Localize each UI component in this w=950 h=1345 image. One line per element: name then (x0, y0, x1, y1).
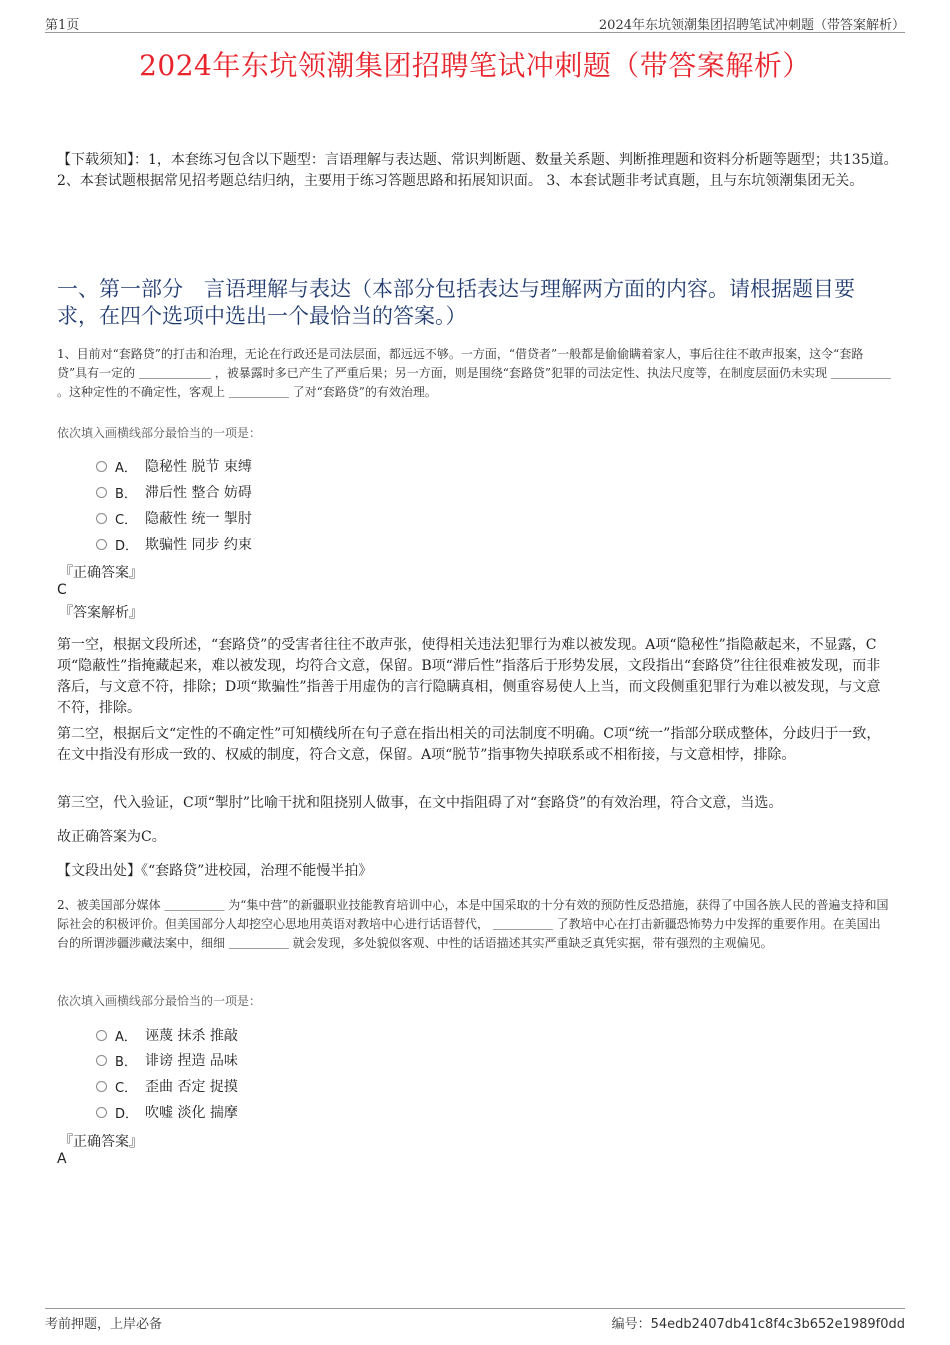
option-text: 诽谤 捏造 品味 (145, 1053, 238, 1069)
question-2-option-a[interactable] (96, 1025, 238, 1045)
page-number: 第1页 (45, 18, 80, 33)
question-1-prompt: 依次填入画横线部分最恰当的一项是： (57, 426, 262, 440)
analysis-paragraph-2: 第二空，根据后文“定性的不确定性”可知横线所在句子意在指出相关的司法制度不明确。C项“统一”指部分联成整体，分歧归于一致，在文中指没有形成一致的、权威的制度，符合文意，保留。A项“脱节”指事物失掉联系或不相衔接，与文意相悖，排除。 (57, 726, 881, 763)
option-letter: A． (115, 1029, 137, 1045)
radio-icon[interactable] (96, 1030, 107, 1041)
footer-code-label: 编号： (611, 1317, 651, 1332)
question-2-prompt: 依次填入画横线部分最恰当的一项是： (57, 994, 262, 1008)
question-1-answer: C (57, 582, 67, 598)
option-letter: C． (115, 1080, 138, 1096)
footer-divider (45, 1308, 905, 1309)
footer-code-value: 54edb2407db41c8f4c3b652e1989f0dd (650, 1317, 905, 1332)
option-text: 诬蔑 抹杀 推敲 (145, 1028, 238, 1044)
correct-answer-label: 『正确答案』 (59, 1134, 143, 1150)
question-2-answer: A (57, 1151, 67, 1167)
analysis-source: 【文段出处】《“套路贷”进校园，治理不能慢半拍》 (57, 863, 373, 879)
question-1-option-c[interactable] (96, 508, 252, 528)
option-text: 吹嘘 淡化 揣摩 (145, 1105, 238, 1121)
analysis-paragraph-3: 第三空，代入验证，C项“掣肘”比喻干扰和阻挠别人做事，在文中指阻碍了对“套路贷”的有效治理，符合文意，当选。 (57, 795, 783, 811)
question-1-option-d[interactable] (96, 534, 252, 554)
option-letter: D． (115, 1106, 139, 1122)
radio-icon[interactable] (96, 487, 107, 498)
correct-answer-label: 『正确答案』 (59, 565, 143, 581)
option-text: 隐蔽性 统一 掣肘 (145, 511, 252, 527)
analysis-paragraph-1: 第一空，根据文段所述，“套路贷”的受害者往往不敢声张，使得相关违法犯罪行为难以被发现。A项“隐秘性”指隐蔽起来，不显露，C项“隐蔽性”指掩藏起来，难以被发现，均符合文意，保留。B项“滞后性”指落后于形势发展，文段指出“套路贷”往往很难被发现，而非落后，与文意不符，排除；D项“欺骗性”指善于用虚伪的言行隐瞒真相，侧重容易使人上当，而文段侧重犯罪行为难以被发现，与文意不符，排除。 (57, 637, 881, 716)
option-letter: B． (115, 1054, 137, 1070)
analysis-conclusion: 故正确答案为C。 (57, 829, 166, 845)
radio-icon[interactable] (96, 1081, 107, 1092)
option-text: 滞后性 整合 妨碍 (145, 485, 252, 501)
radio-icon[interactable] (96, 513, 107, 524)
question-2-option-d[interactable] (96, 1102, 238, 1122)
radio-icon[interactable] (96, 539, 107, 550)
question-2-text: 2、被美国部分媒体 ＿＿＿＿＿ 为“集中营”的新疆职业技能教育培训中心，本是中国采取的十分有效的预防性反恐措施，获得了中国各族人民的普遍支持和国际社会的积极评价。但美国部分人却挖空心思地用英语对教培中心进行话语替代， ＿＿＿＿＿ 了教培中心在打击新疆恐怖势力中发挥的重要作用。在美国出台的所谓涉疆涉藏法案中，细细 ＿＿＿＿＿ 就会发现，多处貌似客观、中性的话语描述其实严重缺乏真凭实据，带有强烈的主观偏见。 (57, 898, 889, 950)
header-doc-title: 2024年东坑领潮集团招聘笔试冲刺题（带答案解析） (598, 18, 905, 33)
question-1-option-b[interactable] (96, 482, 252, 502)
radio-icon[interactable] (96, 1055, 107, 1066)
option-text: 欺骗性 同步 约束 (145, 537, 252, 553)
document-title: 2024年东坑领潮集团招聘笔试冲刺题（带答案解析） (139, 49, 811, 82)
footer-code (612, 1313, 905, 1332)
option-letter: C． (115, 512, 138, 528)
header-divider (45, 32, 905, 33)
question-1-option-a[interactable] (96, 456, 252, 476)
analysis-label: 『答案解析』 (59, 605, 143, 621)
option-text: 歪曲 否定 捉摸 (145, 1079, 238, 1095)
question-2-option-b[interactable] (96, 1050, 238, 1070)
option-letter: D． (115, 538, 139, 554)
option-text: 隐秘性 脱节 束缚 (145, 459, 252, 475)
question-2-option-c[interactable] (96, 1076, 238, 1096)
option-letter: A． (115, 460, 137, 476)
section-heading: 一、第一部分 言语理解与表达（本部分包括表达与理解两方面的内容。请根据题目要求，在四个选项中选出一个最恰当的答案。） (57, 277, 855, 328)
question-1-text: 1、目前对“套路贷”的打击和治理，无论在行政还是司法层面，都远远不够。一方面，“借贷者”一般都是偷偷瞒着家人，事后往往不敢声报案，这令“套路贷”具有一定的 ＿＿＿＿＿＿ ，被暴露时多已产生了严重后果；另一方面，则是围绕“套路贷”犯罪的司法定性、执法尺度等，在制度层面仍未实现 ＿＿＿＿＿ 。这种定性的不确定性，客观上 ＿＿＿＿＿ 了对“套路贷”的有效治理。 (57, 347, 891, 399)
option-letter: B． (115, 486, 137, 502)
download-notice: 【下载须知】：1，本套练习包含以下题型：言语理解与表达题、常识判断题、数量关系题、判断推理题和资料分析题等题型；共135道。 2、本套试题根据常见招考题总结归纳，主要用于练习答题思路和拓展知识面。 3、本套试题非考试真题，且与东坑领潮集团无关。 (57, 152, 898, 189)
radio-icon[interactable] (96, 1107, 107, 1118)
footer-slogan: 考前押题，上岸必备 (45, 1317, 163, 1332)
radio-icon[interactable] (96, 461, 107, 472)
